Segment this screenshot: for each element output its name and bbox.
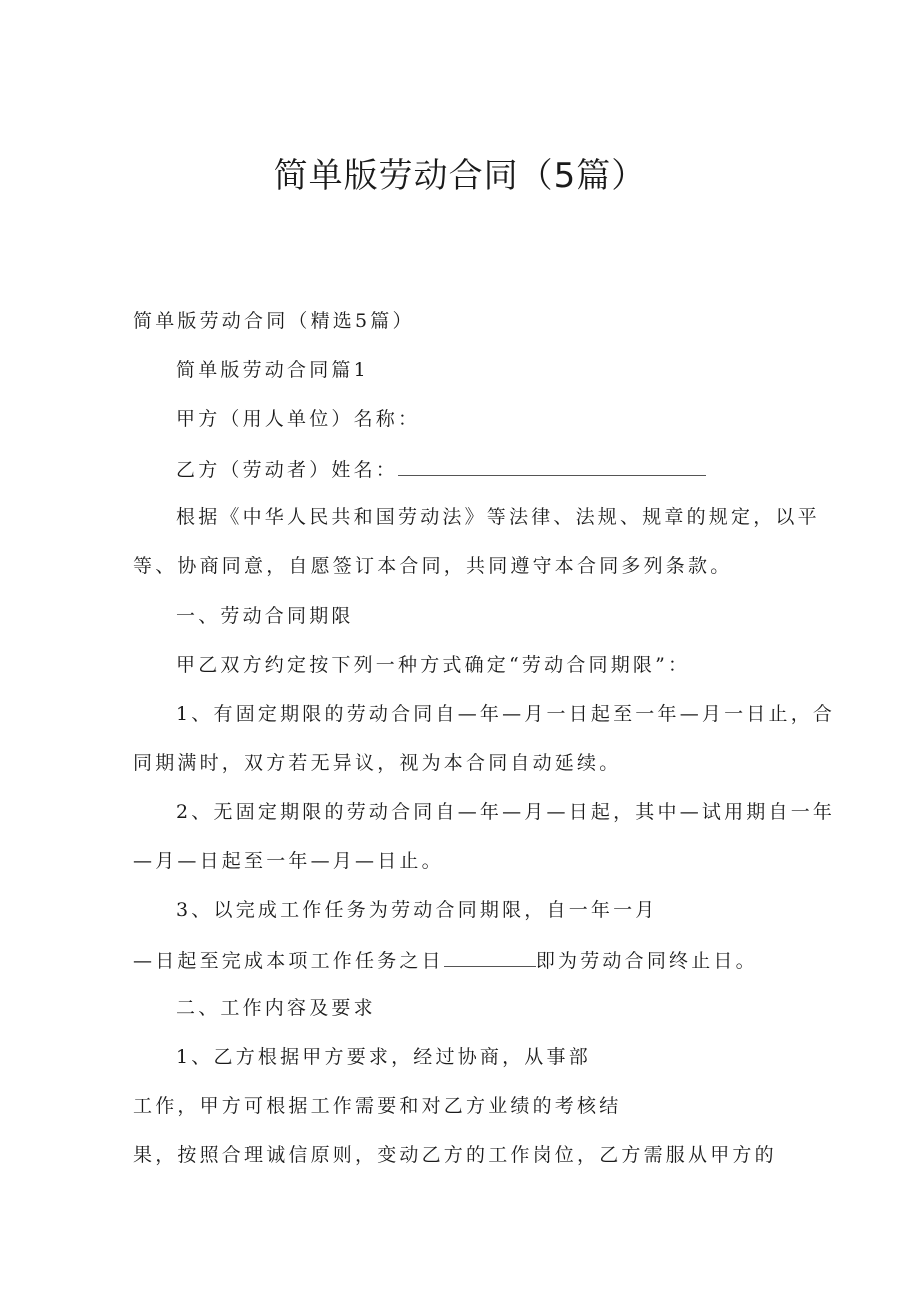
paragraph-line: 甲乙双方约定按下列一种方式确定“劳动合同期限”： bbox=[176, 654, 691, 676]
paragraph-line: 2、无固定期限的劳动合同自—年—月—日起，其中—试用期自一年 bbox=[176, 801, 836, 823]
paragraph-line: 根据《中华人民共和国劳动法》等法律、法规、规章的规定，以平 bbox=[176, 506, 820, 528]
paragraph-line: 等、协商同意，自愿签订本合同，共同遵守本合同多列条款。 bbox=[133, 555, 733, 577]
heading-work-content: 二、工作内容及要求 bbox=[176, 997, 376, 1019]
paragraph-line: 同期满时，双方若无异议，视为本合同自动延续。 bbox=[133, 752, 622, 774]
document-title: 简单版劳动合同（5篇） bbox=[273, 156, 647, 196]
paragraph-line: 1、乙方根据甲方要求，经过协商，从事部 bbox=[176, 1046, 591, 1068]
party-a-name-label: 甲方（用人单位）名称： bbox=[176, 408, 421, 430]
paragraph-text: 即为劳动合同终止日。 bbox=[535, 950, 758, 972]
paragraph-line: 果，按照合理诚信原则，变动乙方的工作岗位，乙方需服从甲方的 bbox=[133, 1144, 777, 1166]
term3-completion-row bbox=[133, 946, 758, 974]
paragraph-text: —日起至完成本项工作任务之日 bbox=[133, 950, 444, 972]
heading-contract-term: 一、劳动合同期限 bbox=[176, 605, 354, 627]
completion-date-blank bbox=[444, 946, 536, 967]
party-b-name-blank bbox=[398, 455, 706, 476]
party-b-name-label: 乙方（劳动者）姓名： bbox=[176, 459, 399, 481]
paragraph-line: —月—日起至一年—月—日止。 bbox=[133, 850, 444, 872]
paragraph-line: 3、以完成工作任务为劳动合同期限，自一年一月 bbox=[176, 899, 658, 921]
section-heading: 简单版劳动合同篇1 bbox=[176, 359, 369, 381]
paragraph-line: 工作，甲方可根据工作需要和对乙方业绩的考核结 bbox=[133, 1095, 622, 1117]
party-b-name-row bbox=[176, 455, 706, 483]
paragraph-line: 1、有固定期限的劳动合同自—年—月一日起至一年—月一日止，合 bbox=[176, 703, 836, 725]
intro-line: 简单版劳动合同（精选5篇） bbox=[133, 310, 415, 332]
